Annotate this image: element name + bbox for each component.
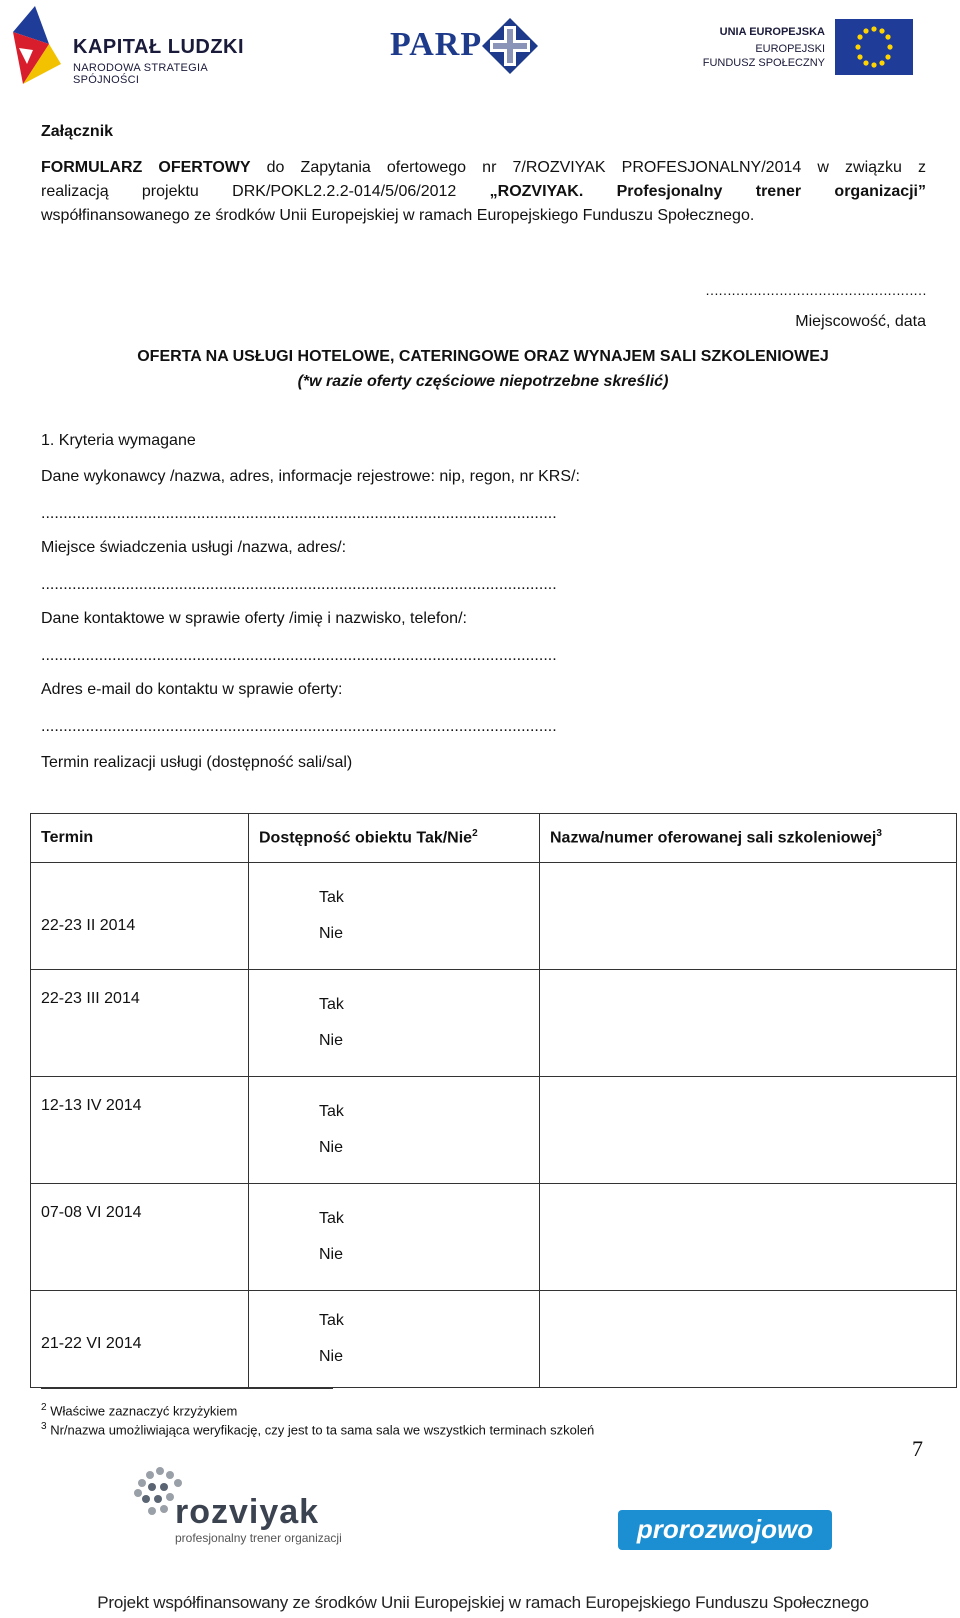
- place-date-dots: ……………………………………………: [705, 282, 926, 298]
- table-row: [31, 863, 957, 970]
- availability-cell[interactable]: [249, 1077, 540, 1184]
- option-no[interactable]: Nie: [319, 1246, 344, 1263]
- room-name-cell[interactable]: [540, 1291, 957, 1388]
- room-name-cell[interactable]: [540, 1077, 957, 1184]
- offer-subtitle: (*w razie oferty częściowe niepotrzebne skreślić): [297, 373, 669, 390]
- prorozwojowo-logo: [618, 1510, 832, 1550]
- page-number: 7: [912, 1436, 923, 1461]
- table-header-row: [31, 814, 957, 863]
- field-place-dots[interactable]: ....................................................................................................................: [41, 576, 557, 593]
- option-no[interactable]: Nie: [319, 925, 344, 942]
- ue-line2: FUNDUSZ SPOŁECZNY: [702, 57, 825, 69]
- header-term: Termin: [31, 814, 249, 863]
- intro-line3: współfinansowanego ze środków Unii Europejskiej w ramach Europejskiego Funduszu Społecznego.: [41, 207, 755, 224]
- intro-bold: FORMULARZ OFERTOWY: [41, 159, 251, 176]
- field-email-dots[interactable]: ....................................................................................................................: [41, 718, 557, 735]
- field-contractor-dots[interactable]: ....................................................................................................................: [41, 505, 557, 522]
- rozviyak-logo: [130, 1465, 360, 1545]
- ue-line1: EUROPEJSKI: [755, 43, 825, 55]
- room-name-cell[interactable]: [540, 863, 957, 970]
- intro-text2a: realizacją projektu DRK/POKL2.2.2-014/5/06/2012: [41, 183, 490, 200]
- section-1-heading: 1. Kryteria wymagane: [41, 432, 196, 449]
- intro-line2: [41, 180, 926, 204]
- option-yes[interactable]: Tak: [319, 889, 344, 906]
- option-no[interactable]: Nie: [319, 1348, 344, 1365]
- kapital-ludzki-subtitle: NARODOWA STRATEGIA SPÓJNOŚCI: [73, 62, 208, 86]
- place-date-label: Miejscowość, data: [795, 313, 926, 330]
- footnote-2: $^2$ Właściwe zaznaczyć krzyżykiem: [41, 1402, 238, 1419]
- parp-text: PARP: [390, 26, 483, 63]
- table-row: [31, 1291, 957, 1388]
- availability-cell[interactable]: [249, 863, 540, 970]
- option-yes[interactable]: Tak: [319, 1312, 344, 1329]
- intro-text1: do Zapytania ofertowego nr 7/ROZVIYAK PROFESJONALNY/2014 w związku z: [250, 159, 927, 176]
- footer-text: Projekt współfinansowany ze środków Unii Europejskiej w ramach Europejskiego Funduszu Społecznego: [97, 1593, 869, 1612]
- prorozwojowo-wordmark: prorozwojowo: [636, 1514, 814, 1544]
- field-email-label: Adres e-mail do kontaktu w sprawie oferty:: [41, 681, 343, 698]
- rozviyak-tagline: profesjonalny trener organizacji: [175, 1531, 342, 1545]
- term-date: 12-13 IV 2014: [31, 1077, 249, 1184]
- rozviyak-wordmark: rozviyak: [175, 1493, 320, 1531]
- room-name-cell[interactable]: [540, 970, 957, 1077]
- availability-cell[interactable]: [249, 1184, 540, 1291]
- footnote-divider: [41, 1388, 333, 1389]
- intro-text2b: „ROZVIYAK. Profesjonalny trener organizacji”: [489, 183, 926, 200]
- ue-logo: [700, 18, 915, 78]
- term-date: 22-23 III 2014: [31, 970, 249, 1077]
- field-contact-label: Dane kontaktowe w sprawie oferty /imię i nazwisko, telefon/:: [41, 610, 467, 627]
- availability-table: [30, 813, 957, 1388]
- field-place-label: Miejsce świadczenia usługi /nazwa, adres/:: [41, 539, 347, 556]
- option-yes[interactable]: Tak: [319, 1210, 344, 1227]
- header-room-name: Nazwa/numer oferowanej sali szkoleniowej$^3$: [540, 814, 957, 863]
- table-row: [31, 970, 957, 1077]
- footnote-3: $^3$ Nr/nazwa umożliwiająca weryfikację, czy jest to ta sama sala we wszystkich terminach szkoleń: [41, 1421, 595, 1438]
- term-date: 22-23 II 2014: [31, 863, 249, 970]
- option-no[interactable]: Nie: [319, 1032, 344, 1049]
- ue-title: UNIA EUROPEJSKA: [719, 26, 825, 38]
- intro-line1: [41, 156, 926, 180]
- availability-cell[interactable]: [249, 970, 540, 1077]
- kapital-ludzki-logo: [5, 4, 255, 92]
- parp-cross-icon: [482, 18, 538, 74]
- kapital-ludzki-title: KAPITAŁ LUDZKI: [73, 36, 245, 58]
- term-label: Termin realizacji usługi (dostępność sali/sal): [41, 754, 353, 771]
- kapital-ludzki-star-icon: [5, 4, 63, 92]
- term-date: 07-08 VI 2014: [31, 1184, 249, 1291]
- option-no[interactable]: Nie: [319, 1139, 344, 1156]
- field-contractor-label: Dane wykonawcy /nazwa, adres, informacje rejestrowe: nip, regon, nr KRS/:: [41, 468, 580, 485]
- option-yes[interactable]: Tak: [319, 996, 344, 1013]
- table-row: [31, 1184, 957, 1291]
- table-row: [31, 1077, 957, 1184]
- option-yes[interactable]: Tak: [319, 1103, 344, 1120]
- availability-cell[interactable]: [249, 1291, 540, 1388]
- annex-title: Załącznik: [41, 123, 114, 140]
- eu-flag-icon: [835, 19, 913, 75]
- header-availability: Dostępność obiektu Tak/Nie$^2$: [249, 814, 540, 863]
- room-name-cell[interactable]: [540, 1184, 957, 1291]
- parp-logo: [390, 18, 540, 78]
- term-date: 21-22 VI 2014: [31, 1291, 249, 1388]
- offer-title: OFERTA NA USŁUGI HOTELOWE, CATERINGOWE ORAZ WYNAJEM SALI SZKOLENIOWEJ: [137, 348, 829, 365]
- field-contact-dots[interactable]: ....................................................................................................................: [41, 647, 557, 664]
